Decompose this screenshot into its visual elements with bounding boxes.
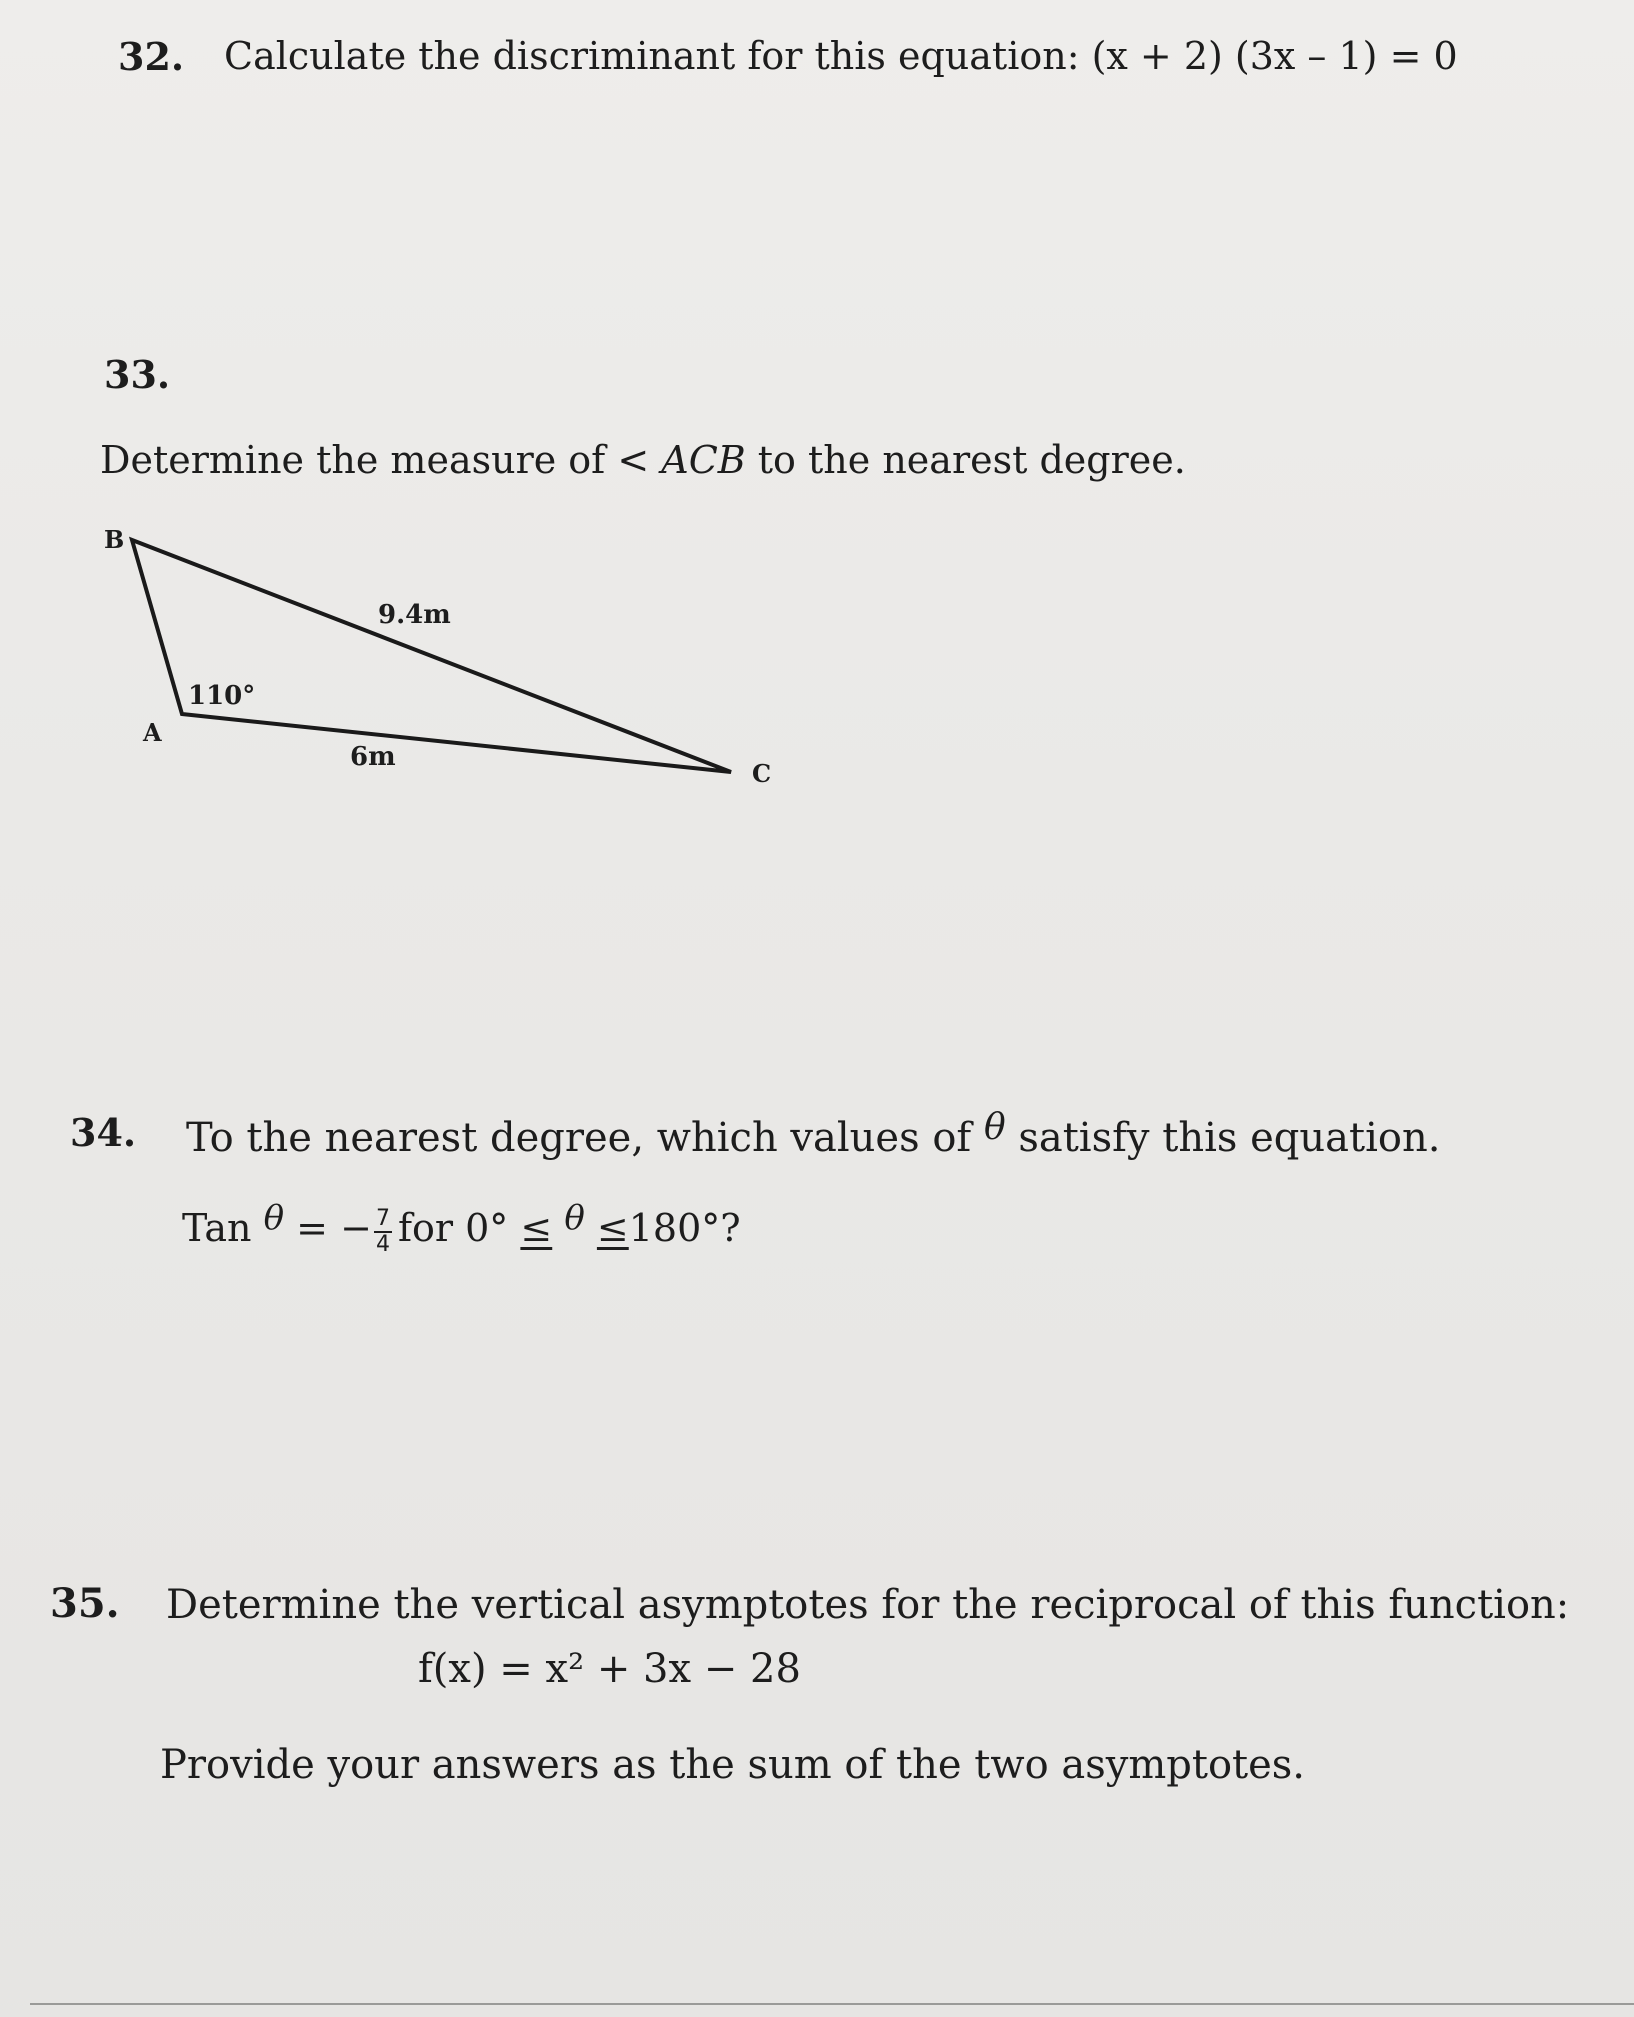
question-35-text: Determine the vertical asymptotes for the reciprocal of this function: [166,1582,1570,1628]
fraction-numerator: 7 [375,1205,390,1231]
for-range-start: for 0° [397,1206,521,1250]
theta-symbol: θ [983,1107,1006,1148]
range-end: 180°? [628,1206,741,1250]
theta-symbol: θ [564,1198,585,1238]
triangle-abc [132,540,731,772]
tan-label: Tan [182,1206,264,1250]
vertex-c-label: C [752,759,772,788]
theta-symbol: θ [263,1198,285,1238]
question-34-line1-start: To the nearest degree, which values of [186,1115,984,1161]
less-equal-symbol: ≤ [520,1206,553,1250]
angle-a-measure: 110° [188,681,256,711]
page-bottom-rule [30,2003,1634,2005]
question-34-equation [182,1198,741,1257]
fraction-denominator: 4 [375,1231,390,1257]
question-33-prompt-end: to the nearest degree. [745,438,1186,482]
question-34-number: 34. [70,1110,137,1155]
vertex-b-label: B [104,525,125,554]
fraction-seven-fourths [374,1207,392,1257]
vertex-a-label: A [143,718,162,747]
function-expression: f(x) = x² + 3x − 28 [418,1646,801,1692]
question-35-instruction: Provide your answers as the sum of the two asymptotes. [160,1742,1306,1788]
question-35-number: 35. [50,1580,120,1627]
less-equal-symbol: ≤ [596,1206,629,1250]
question-34-line1-end: satisfy this equation. [1005,1115,1441,1161]
question-34-line1 [186,1107,1441,1161]
question-32-text: Calculate the discriminant for this equation: (x + 2) (3x – 1) = 0 [224,34,1458,78]
question-33-number: 33. [104,352,171,397]
equals-minus: = − [284,1206,372,1250]
question-33-prompt-start: Determine the measure of [100,438,618,482]
question-32-number: 32. [118,34,185,79]
angle-acb-expression: < ACB [617,438,746,482]
side-ac-length: 6m [350,742,396,772]
side-bc-length: 9.4m [378,600,451,630]
